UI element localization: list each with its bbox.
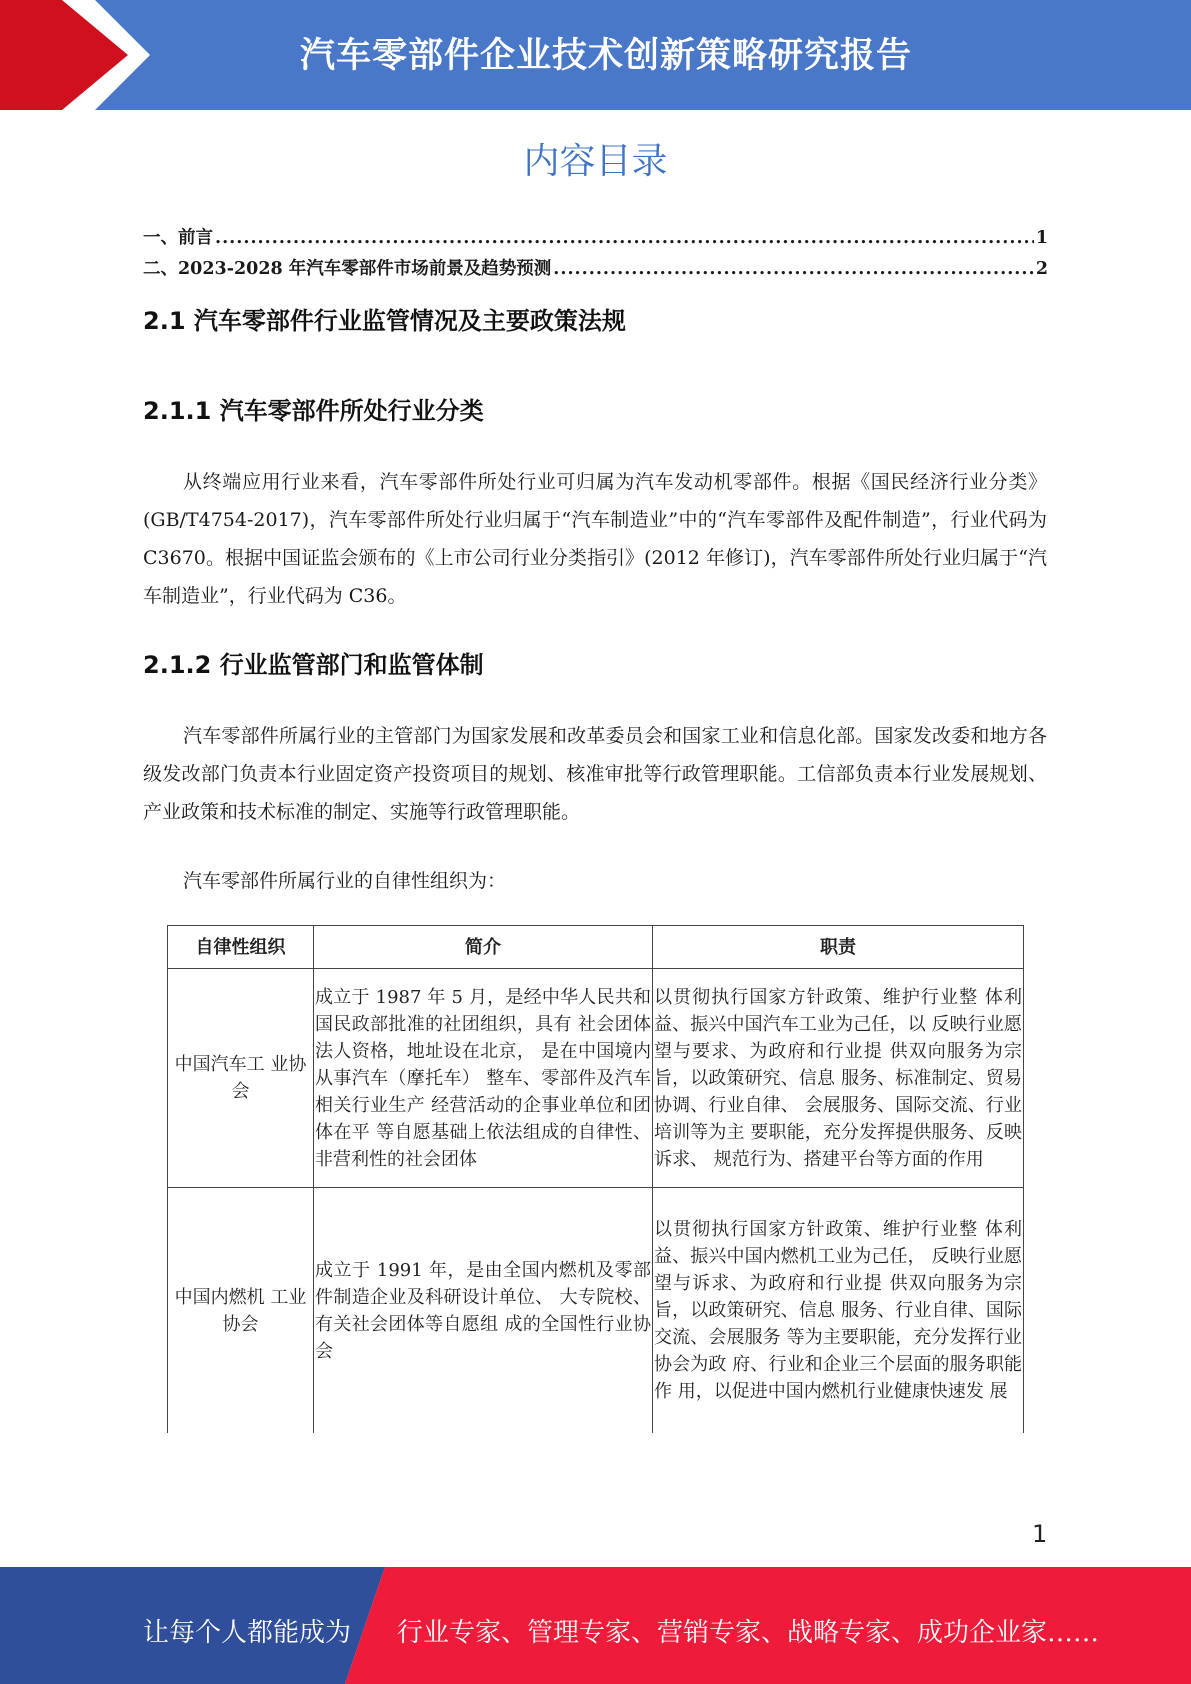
paragraph-industry-classification: 从终端应用行业来看，汽车零部件所处行业可归属为汽车发动机零部件。根据《国民经济行业分类》(GB/T4754-2017)，汽车零部件所处行业归属于“汽车制造业”中的“汽车零部件及配件制造”，行业代码为 C3670。根据中国证监会颁布的《上市公司行业分类指引》(2012 年修订)，汽车零部件所处行业归属于“汽车制造业”，行业代码为 C36。	[143, 471, 1047, 607]
org-duty-cell: 以贯彻执行国家方针政策、维护行业整 体利益、振兴中国内燃机工业为己任， 反映行业愿望与诉求、为政府和行业提 供双向服务为宗旨，以政策研究、信息 服务、行业自律、国际交流、会展服务 等为主要职能，充分发挥行业协会为政 府、行业和企业三个层面的服务职能作 用，以促进中国内燃机行业健康快速发 展	[653, 1188, 1024, 1434]
page-number: 1	[1032, 1520, 1048, 1548]
section-heading-2-1-1: 2.1.1 汽车零部件所处行业分类	[143, 397, 484, 425]
toc-entry[interactable]	[143, 224, 1048, 255]
column-header: 简介	[314, 926, 653, 969]
footer-slogan-left: 让每个人都能成为	[143, 1618, 352, 1648]
toc-entry-page: 2	[1035, 259, 1048, 279]
toc-leader-dots	[553, 259, 1034, 279]
column-header: 自律性组织	[168, 926, 314, 969]
toc-entry[interactable]	[143, 255, 1048, 286]
table-row	[168, 969, 1024, 1188]
section-heading-2-1: 2.1 汽车零部件行业监管情况及主要政策法规	[143, 307, 626, 335]
report-title: 汽车零部件企业技术创新策略研究报告	[300, 36, 913, 76]
column-header: 职责	[653, 926, 1024, 969]
paragraph-self-regulatory-intro: 汽车零部件所属行业的自律性组织为：	[183, 870, 507, 892]
org-duty-cell: 以贯彻执行国家方针政策、维护行业整 体利益、振兴中国汽车工业为己任，以 反映行业愿望与要求、为政府和行业提 供双向服务为宗旨，以政策研究、信息 服务、标准制定、贸易协调、行业自律、 会展服务、国际交流、行业培训等为主 要职能，充分发挥提供服务、反映诉求、 规范行为、搭建平台等方面的作用	[653, 969, 1024, 1188]
paragraph-regulatory-bodies: 汽车零部件所属行业的主管部门为国家发展和改革委员会和国家工业和信息化部。国家发改委和地方各级发改部门负责本行业固定资产投资项目的规划、核准审批等行政管理职能。工信部负责本行业发展规划、产业政策和技术标准的制定、实施等行政管理职能。	[143, 725, 1047, 823]
org-name-cell: 中国内燃机 工业协会	[168, 1188, 314, 1434]
table-header-row	[168, 926, 1024, 969]
footer-banner	[0, 1567, 1191, 1684]
toc-entry-page: 1	[1035, 228, 1048, 248]
self-regulatory-org-table	[167, 925, 1024, 1433]
toc-entry-label: 二、2023-2028 年汽车零部件市场前景及趋势预测	[143, 259, 552, 279]
org-name-cell: 中国汽车工 业协会	[168, 969, 314, 1188]
section-heading-2-1-2: 2.1.2 行业监管部门和监管体制	[143, 651, 484, 679]
table-of-contents	[143, 224, 1048, 286]
table-row	[168, 1188, 1024, 1434]
toc-leader-dots	[215, 228, 1034, 248]
toc-entry-label: 一、前言	[143, 228, 213, 248]
org-intro-cell: 成立于 1991 年，是由全国内燃机及零部件制造企业及科研设计单位、 大专院校、有关社会团体等自愿组 成的全国性行业协会	[314, 1188, 653, 1434]
header-banner	[0, 0, 1191, 110]
toc-heading: 内容目录	[523, 141, 668, 182]
footer-slogan-right: 行业专家、管理专家、营销专家、战略专家、成功企业家……	[397, 1618, 1100, 1648]
org-intro-cell: 成立于 1987 年 5 月，是经中华人民共和国民政部批准的社团组织，具有 社会团体法人资格，地址设在北京， 是在中国境内从事汽车（摩托车） 整车、零部件及汽车相关行业生产 经营活动的企事业单位和团体在平 等自愿基础上依法组成的自律性、 非营利性的社会团体	[314, 969, 653, 1188]
